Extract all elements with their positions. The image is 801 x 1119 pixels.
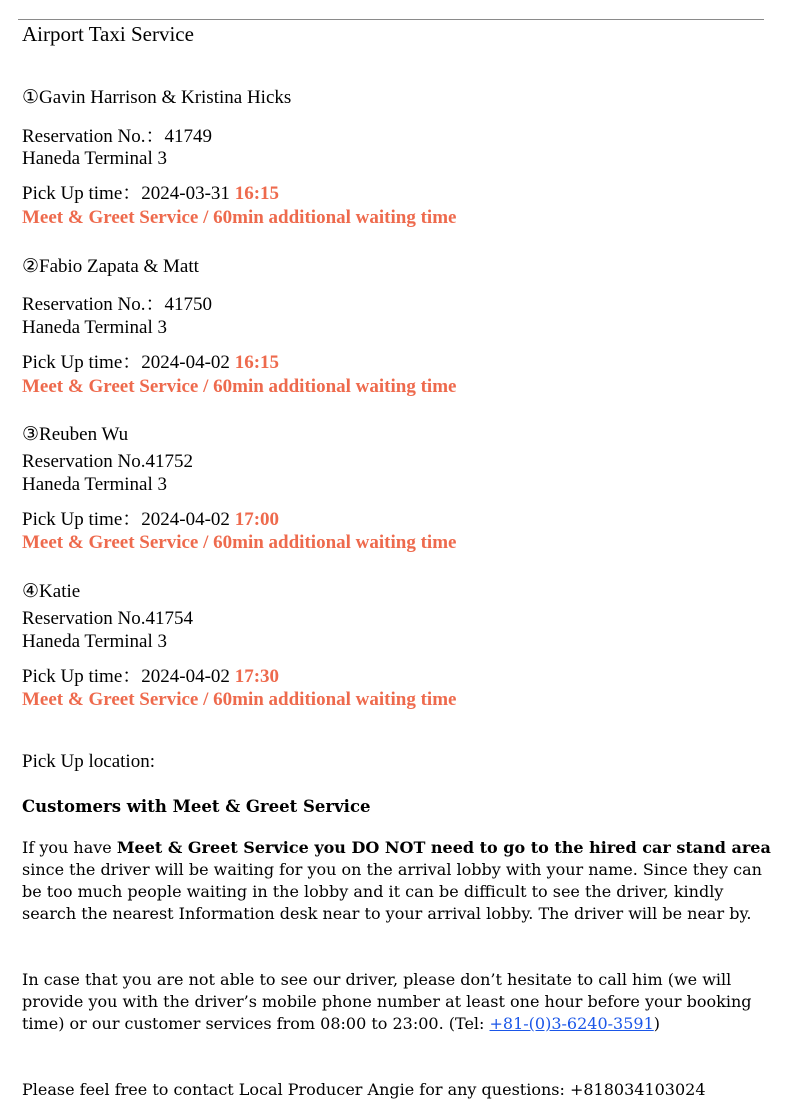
meet-greet-bold: Meet & Greet Service you DO NOT need to go to the hired car stand area [116, 838, 771, 857]
pickup-label: Pick Up time：2024-04-02 [22, 352, 235, 373]
booking-4-terminal: Haneda Terminal 3 [22, 631, 167, 652]
booking-1-reservation: Reservation No.：41749 [22, 126, 212, 147]
customer-service-phone-link[interactable]: +81-(0)3-6240-3591 [489, 1014, 654, 1033]
pickup-label: Pick Up time：2024-04-02 [22, 666, 235, 687]
footer-contact: Please feel free to contact Local Producer Angie for any questions: +818034103024 [22, 1080, 706, 1099]
pickup-location-label: Pick Up location: [22, 751, 155, 772]
booking-1-service: Meet & Greet Service / 60min additional waiting time [22, 207, 457, 228]
booking-3-pickup [22, 504, 279, 531]
meet-greet-heading: Customers with Meet & Greet Service [22, 797, 371, 816]
booking-1-terminal: Haneda Terminal 3 [22, 148, 167, 169]
pickup-time: 17:00 [234, 509, 280, 530]
pickup-label: Pick Up time：2024-03-31 [22, 183, 235, 204]
pickup-time: 17:30 [234, 666, 280, 687]
booking-4-service: Meet & Greet Service / 60min additional waiting time [22, 689, 457, 710]
booking-4-header: ④Katie [22, 581, 81, 602]
meet-greet-lead: If you have [22, 838, 117, 857]
contact-close: ) [653, 1014, 661, 1033]
booking-3-terminal: Haneda Terminal 3 [22, 474, 167, 495]
contact-text: In case that you are not able to see our driver, please don’t hesitate to call him (we will provide you with the driver’s mobile phone number at least one hour before your booking time) or our customer services from 08:00 to 23:00. (Tel: [22, 970, 752, 1033]
pickup-label: Pick Up time：2024-04-02 [22, 509, 235, 530]
page-title: Airport Taxi Service [22, 22, 194, 46]
top-divider [18, 19, 764, 20]
booking-1-pickup [22, 178, 279, 205]
meet-greet-rest: since the driver will be waiting for you on the arrival lobby with your name. Since they can be too much people waiting in the lobby and it can be difficult to see the driver, kindly search the nearest Information desk near to your arrival lobby. The driver will be near by. [22, 860, 762, 923]
booking-2-pickup [22, 347, 279, 374]
booking-3-reservation: Reservation No.41752 [22, 451, 193, 472]
pickup-time: 16:15 [234, 352, 280, 373]
pickup-time: 16:15 [234, 183, 280, 204]
booking-4-pickup [22, 661, 279, 688]
booking-3-header: ③Reuben Wu [22, 424, 129, 445]
booking-2-reservation: Reservation No.：41750 [22, 294, 212, 315]
booking-3-service: Meet & Greet Service / 60min additional waiting time [22, 532, 457, 553]
booking-4-reservation: Reservation No.41754 [22, 608, 193, 629]
contact-paragraph [22, 969, 782, 1035]
booking-2-terminal: Haneda Terminal 3 [22, 317, 167, 338]
booking-2-service: Meet & Greet Service / 60min additional waiting time [22, 376, 457, 397]
meet-greet-paragraph [22, 837, 782, 925]
booking-2-header: ②Fabio Zapata & Matt [22, 256, 199, 277]
booking-1-header: ①Gavin Harrison & Kristina Hicks [22, 87, 292, 108]
